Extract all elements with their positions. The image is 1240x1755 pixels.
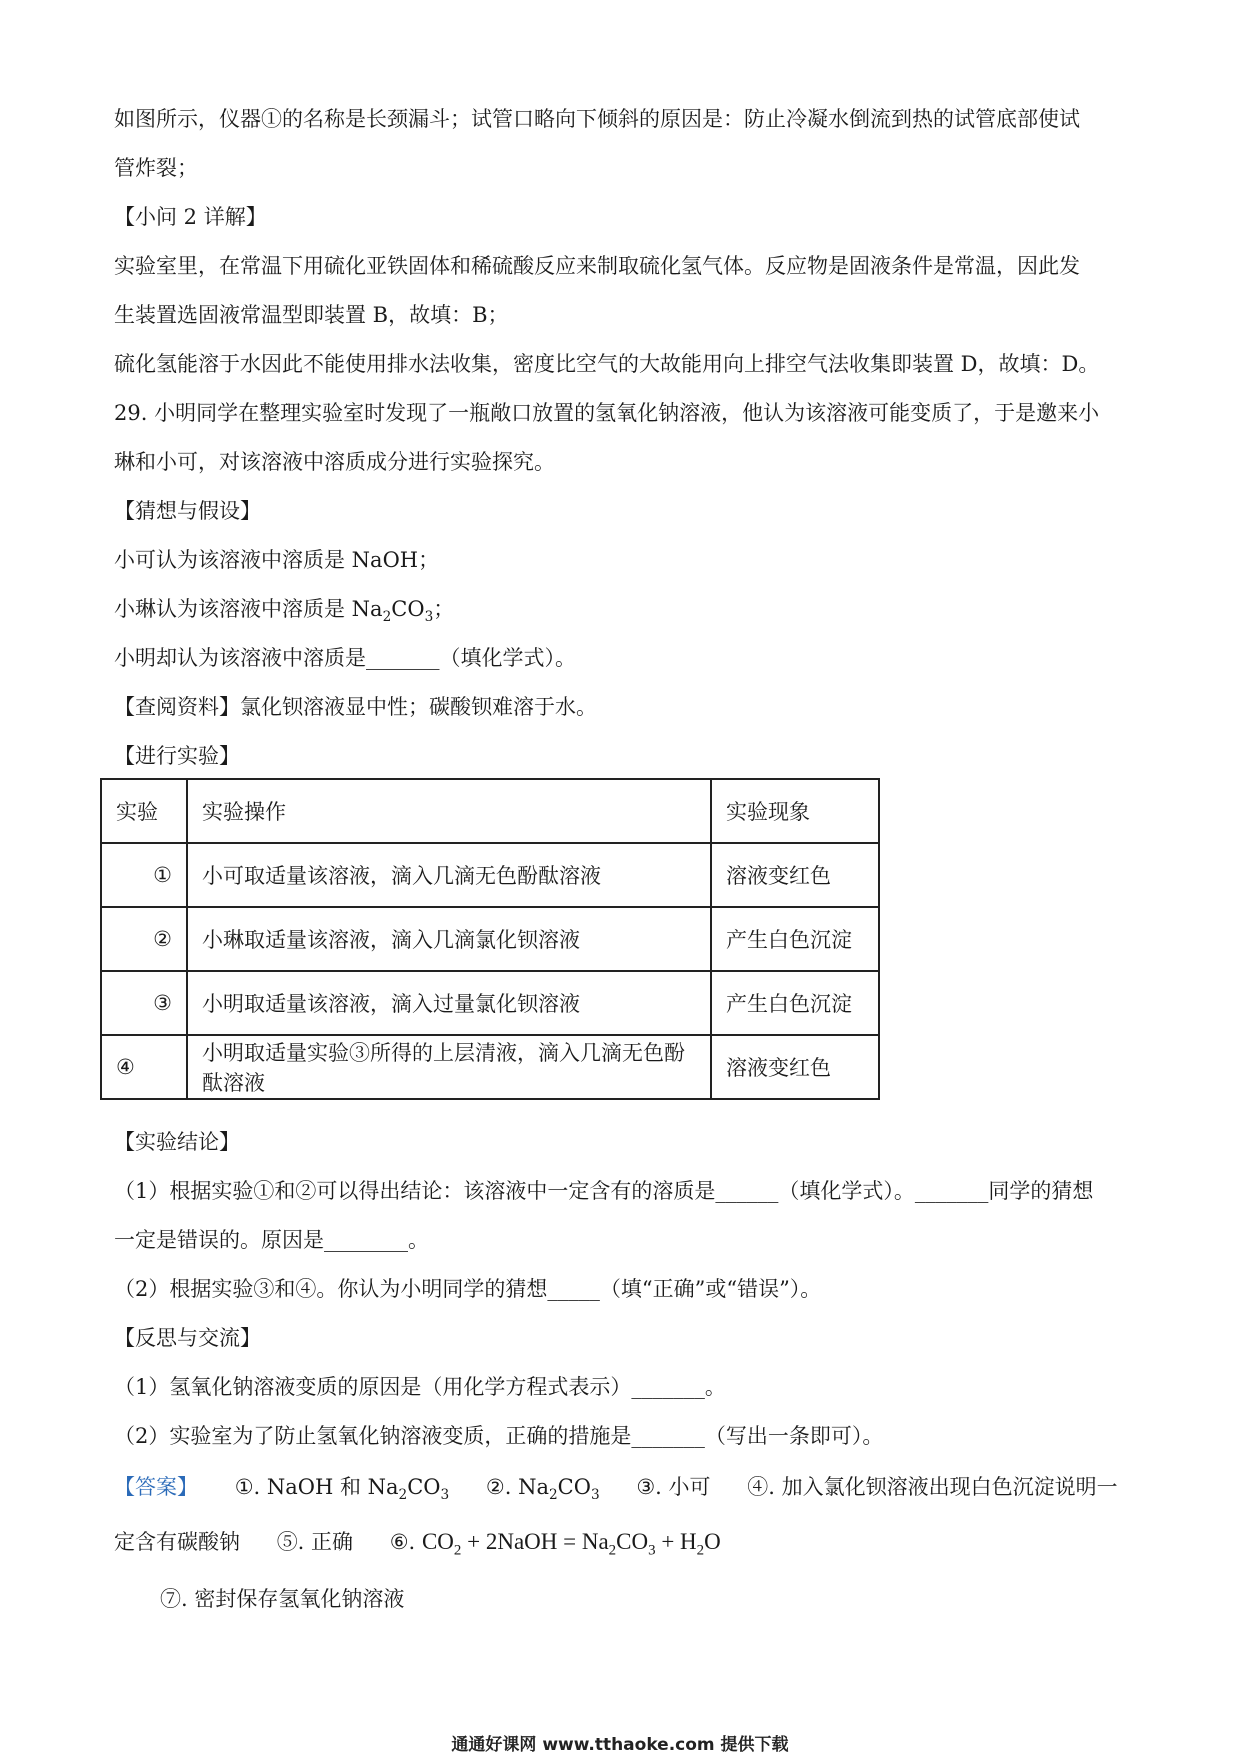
answer-7: ⑦. 密封保存氢氧化钠溶液: [160, 1587, 405, 1611]
answer-4-part-2: 定含有碳酸钠: [114, 1530, 240, 1554]
table-header-cell: 实验操作: [187, 779, 711, 843]
q29-line-2: 琳和小可，对该溶液中溶质成分进行实验探究。: [114, 450, 555, 474]
q29-line-1: 29. 小明同学在整理实验室时发现了一瓶敞口放置的氢氧化钠溶液，他认为该溶液可能变质了，于是邀来小: [114, 401, 1100, 425]
table-cell-obs: 溶液变红色: [711, 843, 879, 907]
conclusion-1-line-1: （1）根据实验①和②可以得出结论：该溶液中一定含有的溶质是______（填化学式）。_______同学的猜想: [114, 1179, 1094, 1203]
conclusion-1-line-2: 一定是错误的。原因是________。: [114, 1228, 429, 1252]
reflection-header: 【反思与交流】: [114, 1326, 261, 1350]
conclusion-2: （2）根据实验③和④。你认为小明同学的猜想_____（填“正确”或“错误”）。: [114, 1277, 822, 1301]
guess-3: 小明却认为该溶液中溶质是_______（填化学式）。: [114, 646, 576, 670]
table-cell-num: ④: [101, 1035, 187, 1099]
table-header-row: [101, 779, 879, 843]
intro-line-1: 如图所示，仪器①的名称是长颈漏斗；试管口略向下倾斜的原因是：防止冷凝水倒流到热的试管底部使试: [114, 107, 1080, 131]
answer-line-2: [114, 1527, 1144, 1566]
table-cell-obs: 溶液变红色: [711, 1035, 879, 1099]
answer-6-label: ⑥.: [389, 1530, 416, 1554]
answer-1: ①. NaOH 和 $Na_2CO_3$: [234, 1475, 450, 1504]
table-header-cell: 实验现象: [711, 779, 879, 843]
conclusion-header: 【实验结论】: [114, 1130, 240, 1154]
table-header-cell: 实验: [101, 779, 187, 843]
answer-3: ③. 小可: [636, 1475, 711, 1499]
table-cell-obs: 产生白色沉淀: [711, 907, 879, 971]
q2-header: 【小问 2 详解】: [114, 205, 267, 229]
reflection-2: （2）实验室为了防止氢氧化钠溶液变质，正确的措施是_______（写出一条即可）。: [114, 1424, 884, 1448]
reference-info: 【查阅资料】氯化钡溶液显中性；碳酸钡难溶于水。: [114, 695, 597, 719]
intro-line-2: 管炸裂；: [114, 156, 198, 180]
answer-5: ⑤. 正确: [276, 1530, 354, 1554]
answer-2: ②. $Na_2CO_3$: [485, 1475, 600, 1504]
table-cell-num: ③: [101, 971, 187, 1035]
q2-line-2: 生装置选固液常温型即装置 B，故填：B；: [114, 303, 509, 327]
guess-2: 小琳认为该溶液中溶质是 $Na_2CO_3$；: [114, 597, 455, 626]
table-cell-num: ②: [101, 907, 187, 971]
answer-label: 【答案】: [114, 1475, 198, 1499]
footer-watermark: 通通好课网 www.tthaoke.com 提供下载: [451, 1735, 789, 1755]
table-cell-obs: 产生白色沉淀: [711, 971, 879, 1035]
table-cell-op: 小琳取适量该溶液，滴入几滴氯化钡溶液: [187, 907, 711, 971]
table-row: [101, 971, 879, 1035]
table-row: [101, 1035, 879, 1099]
q2-line-3: 硫化氢能溶于水因此不能使用排水法收集，密度比空气的大故能用向上排空气法收集即装置 D，故填：D。: [114, 352, 1100, 376]
reflection-1: （1）氢氧化钠溶液变质的原因是（用化学方程式表示）_______。: [114, 1375, 726, 1399]
answer-4-part-1: ④. 加入氯化钡溶液出现白色沉淀说明一: [747, 1475, 1118, 1499]
q2-line-1: 实验室里，在常温下用硫化亚铁固体和稀硫酸反应来制取硫化氢气体。反应物是固液条件是常温，因此发: [114, 254, 1080, 278]
guess-header: 【猜想与假设】: [114, 499, 261, 523]
table-row: [101, 843, 879, 907]
table-cell-op: 小明取适量实验③所得的上层清液，滴入几滴无色酚酞溶液: [187, 1035, 711, 1099]
table-cell-op: 小可取适量该溶液，滴入几滴无色酚酞溶液: [187, 843, 711, 907]
table-row: [101, 907, 879, 971]
experiment-table: [100, 778, 880, 1100]
table-cell-num: ①: [101, 843, 187, 907]
chemical-equation: $CO_2$ + 2NaOH = $Na_2CO_3 + H_2O$: [421, 1529, 721, 1559]
guess-1: 小可认为该溶液中溶质是 NaOH；: [114, 548, 440, 572]
experiment-header: 【进行实验】: [114, 744, 240, 768]
table-cell-op: 小明取适量该溶液，滴入过量氯化钡溶液: [187, 971, 711, 1035]
answer-line-1: [114, 1472, 1144, 1510]
